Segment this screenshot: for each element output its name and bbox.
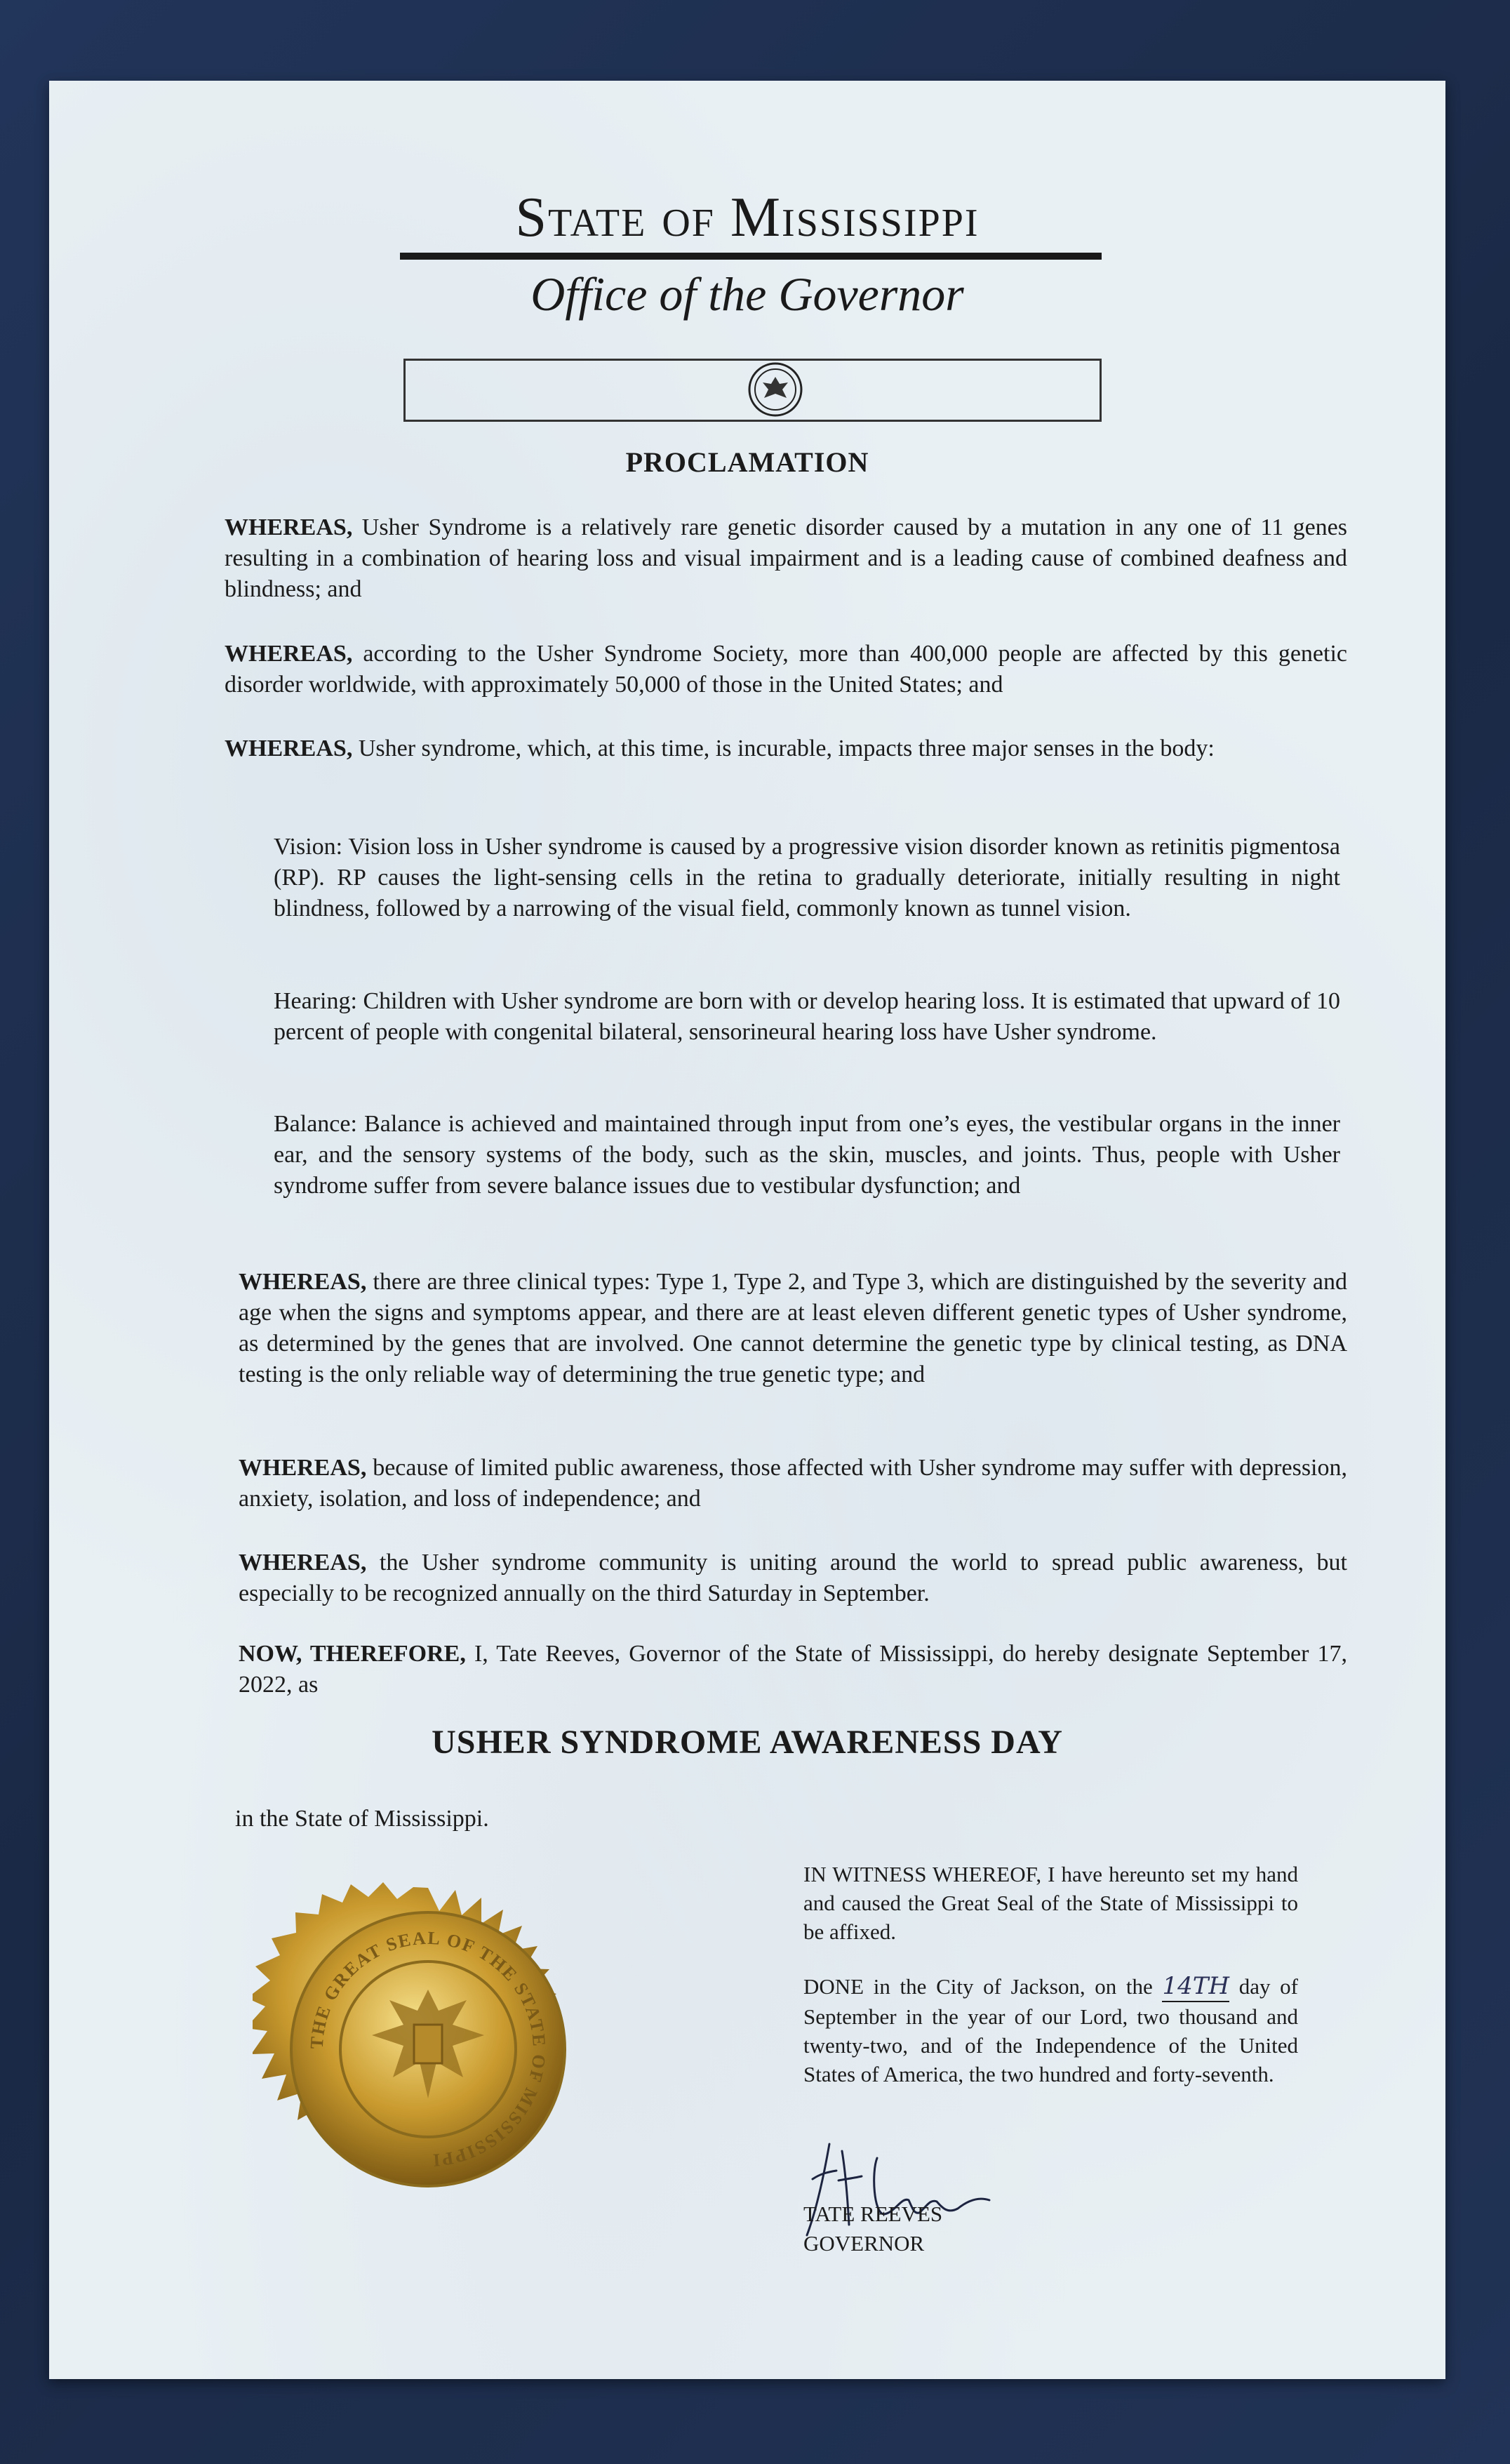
now-therefore-lead: NOW, THEREFORE, [239,1641,466,1667]
whereas-lead: WHEREAS, [225,514,353,540]
gold-state-seal-icon [253,1874,603,2225]
paragraph-text: according to the Usher Syndrome Society, more than 400,000 people are affected by this genetic disorder worldwide, with approximately 50,000 of those in the United States; and [225,641,1347,698]
paragraph-text: there are three clinical types: Type 1, Type 2, and Type 3, which are distinguished by the severity and age when the signs and symptoms appear, and there are at least eleven different genetic types of Usher syndrome, as determined by the genes that are involved. One cannot determine the genetic type by clinical testing, as DNA testing is the only reliable way of determining the true genetic type; and [239,1269,1347,1387]
done-statement [803,1972,1298,2089]
heading-rule [400,253,1102,260]
handwritten-day: 14TH [1162,1972,1229,2002]
witness-statement: IN WITNESS WHEREOF, I have hereunto set my hand and caused the Great Seal of the State of Mississippi to be affixed. [803,1862,1298,1944]
designation-title: USHER SYNDROME AWARENESS DAY [432,1724,1063,1761]
paragraph-text: I, Tate Reeves, Governor of the State of Mississippi, do hereby designate September 17, 2022, as [239,1641,1347,1698]
whereas-paragraph-2 [225,639,1347,700]
state-heading: State of Mississippi [515,187,980,248]
closing-line: in the State of Mississippi. [235,1806,489,1832]
paragraph-text: Usher syndrome, which, at this time, is incurable, impacts three major senses in the body: [352,735,1215,761]
whereas-lead: WHEREAS, [239,1455,367,1481]
whereas-paragraph-4 [239,1267,1347,1390]
office-heading: Office of the Governor [530,267,964,321]
whereas-paragraph-5 [239,1453,1347,1514]
seal-text: THE GREAT SEAL OF THE STATE OF MISSISSIPPI [306,1927,550,2171]
governor-name: TATE REEVES [803,2202,943,2226]
balance-paragraph [274,1109,1340,1201]
paragraph-text: the Usher syndrome community is uniting around the world to spread public awareness, but especially to be recognized annually on the third Saturday in September. [239,1550,1347,1606]
whereas-lead: WHEREAS, [239,1269,367,1295]
whereas-lead: WHEREAS, [225,641,353,667]
whereas-paragraph-3 [225,733,1347,764]
whereas-lead: WHEREAS, [225,735,353,761]
hearing-paragraph [274,986,1340,1048]
paragraph-text: because of limited public awareness, those affected with Usher syndrome may suffer with depression, anxiety, isolation, and loss of independence; and [239,1455,1347,1512]
whereas-paragraph-6 [239,1547,1347,1609]
governor-title: GOVERNOR [803,2231,925,2256]
proclamation-document [49,81,1445,2379]
done-text-before: DONE in the City of Jackson, on the [803,1974,1163,1999]
small-state-seal-icon [747,361,803,418]
vision-paragraph [274,832,1340,924]
paragraph-text: Hearing: Children with Usher syndrome are born with or develop hearing loss. It is estimated that upward of 10 percent of people with congenital bilateral, sensorineural hearing loss have Usher syndrome. [274,988,1340,1045]
paragraph-text: Usher Syndrome is a relatively rare genetic disorder caused by a mutation in any one of 11 genes resulting in a combination of hearing loss and visual impairment and is a leading cause of combined deafness and blindness; and [225,514,1347,602]
proclamation-title: PROCLAMATION [625,446,869,478]
whereas-paragraph-1 [225,512,1347,605]
whereas-lead: WHEREAS, [239,1550,367,1576]
paragraph-text: Balance: Balance is achieved and maintained through input from one’s eyes, the vestibular organs in the inner ear, and the sensory systems of the body, such as the skin, muscles, and joints. Thus, people with Usher syndrome suffer from severe balance issues due to vestibular dysfunction; and [274,1111,1340,1199]
paragraph-text: Vision: Vision loss in Usher syndrome is caused by a progressive vision disorder known as retinitis pigmentosa (RP). RP causes the light-sensing cells in the retina to gradually deteriorate, initially resulting in night blindness, followed by a narrowing of the visual field, commonly known as tunnel vision. [274,834,1340,921]
now-therefore-paragraph [239,1639,1347,1700]
done-text-after: day of September in the year of our Lord, two thousand and twenty-two, and of the Independence of the United States of America, the two hundred and forty-seventh. [803,1974,1298,2086]
